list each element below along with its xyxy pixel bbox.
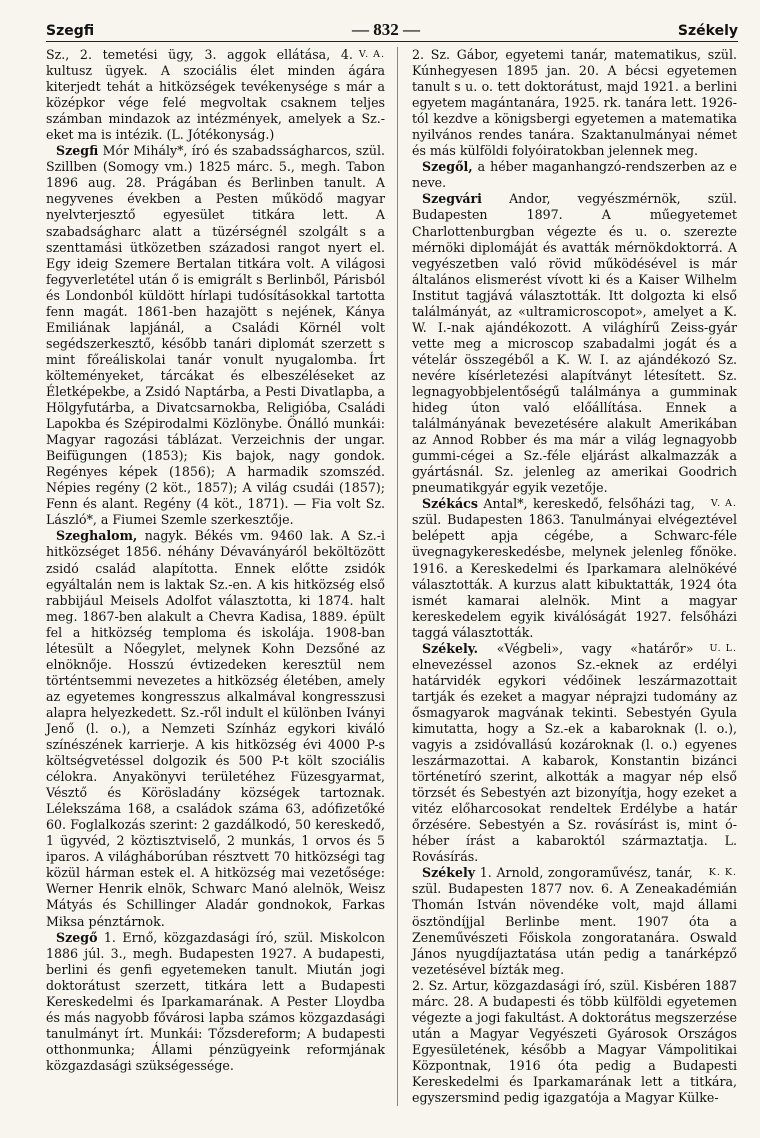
right-column [412,47,737,1106]
entry-text: nagyk. Békés vm. 9460 lak. A Sz.-i hitközséget 1856. néhány Dévaványáról beköltözött zsidó család alapította. Ennek előtte zsidók egyáltalán nem is laktak Sz.-en. A kis hitközség első rabbijául Meisels Adolfot választotta, ki 1874. halt meg. 1867-ben alakult a Chevra Kadisa, 1889. épült fel a hitközség temploma és iskolája. 1908-ban létesült a Nőegylet, melynek Kohn Dezsőné az elnöknője. Hosszú évtizedeken keresztül nem történtsemmi nevezetes a hitközség életében, amely az egyetemes kongresszus alkalmával kongresszusi alapra helyezkedett. Sz.-ről indult el különben Iványi Jenő (l. o.), a Nemzeti Színház egykori kiváló színészének karrierje. A kis hitközség évi 4000 P-s költségvetéssel dolgozik és 500 P-t költ szociális célokra. Anyakönyvi területéhez Füzesgyarmat, Vésztő és Körösladány községek tartoznak. Lélekszáma 168, a családok száma 63, adófizetőké 60. Foglalkozás szerint: 2 gazdálkodó, 50 kereskedő, 1 ügyvéd, 2 köztisztviselő, 2 munkás, 1 orvos és 5 iparos. A világháborúban résztvett 70 hitközségi tag közül hárman estek el. A hitközség mai vezetősége: Werner Henrik elnök, Schwarc Manó alelnök, Weisz Mátyás és Schillinger Aladár gondnokok, Farkas Miksa pénztárnok. [46,528,385,929]
entry [46,528,385,929]
entry-text: 2. Sz. Artur, közgazdasági író, szül. Kisbéren 1887 márc. 28. A budapesti és több külföldi egyetemen végezte a jogi fakultást. A doktorátus megszerzése után a Magyar Vegyészeti Gyárosok Országos Egyesületének, később a Magyar Vámpolitikai Központnak, 1916 óta pedig a Budapesti Kereskedelmi és Iparkamarának lett a titkára, egyszersmind pedig igazgatója a Magyar Külke- [412,977,737,1106]
entry [412,47,737,159]
entry-text: Andor, vegyészmérnök, szül. Budapesten 1897. A műegyetemet Charlottenburgban végezte és u. o. szerezte mérnöki diplomáját és avatták mérnökdoktorrá. A vegyészetben való rövid működésével is már általános elismerést vívott ki és a Kaiser Wilhelm Institut tagjává választották. Itt dolgozta ki első találmányát, az «ultramicroscopot», amelyet a K. W. I.-nak ajándékozott. A világhírű Zeiss-gyár vette meg a microscop szabadalmi jogát és a vételár összegéből a K. W. I. az ajándékozó Sz. nevére kísérletezési alapítványt létesített. Sz. legnagyobbjelentőségű találmánya a gumminak hideg úton való előállítása. Ennek a találmányának bevezetésére alakult Amerikában az Annod Robber és ma már a világ legnagyobb gummi-cégei a Sz.-féle eljárást alkalmazzák a gyártásnál. Sz. jelenleg az amerikai Goodrich pneumatikgyár egyik vezetője. [412,191,737,496]
entry [46,930,385,1074]
author-signature: V. A. [710,498,737,510]
entry [412,978,737,1106]
entry [412,641,737,866]
entry-text: Antal*, kereskedő, felsőházi tag, szül. Budapesten 1863. Tanulmányai elvégeztével belépett apja cégébe, a Schwarc-féle üvegnagykereskedésbe, melynek jelenleg főnöke. 1916. a Kereskedelmi és Iparkamara alelnökévé választották. A kurzus alatt kibuktatták, 1924 óta ismét kamarai alelnök. Mint a magyar kereskedelem egyik kiválóságát 1927. felsőházi taggá választották. [412,496,737,640]
author-signature: K. K. [708,867,737,879]
headword: Székács [422,496,478,512]
headword: Szegvári [422,191,482,207]
headword: Szeghalom, [56,528,138,544]
header-left-word: Szegfi [46,23,95,39]
headword: Szegől, [422,159,473,175]
entry-text: a héber maganhangzó-rendszerben az e neve. [412,159,737,191]
entry-text: 2. Sz. Gábor, egyetemi tanár, matematikus, szül. Kúnhegyesen 1895 jan. 20. A bécsi egyetemen tanult s u. o. tett doktorátust, majd 1921. a berlini egyetem magántanára, 1925. rk. tanára lett. 1926-tól kezdve a königsbergi egyetemen a matematika nyilvános rendes tanára. Szaktanulmányai német és más külföldi folyóiratokban jelennek meg. [412,47,737,159]
left-column [46,47,398,1106]
headword: Székely. [422,640,479,656]
headword: Szegfi [56,143,99,159]
headword: Székely [422,865,476,881]
headword: Szegő [56,929,98,945]
entry-text: Mór Mihály*, író és szabadsságharcos, szül. Szillben (Somogy vm.) 1825 márc. 5., megh. Tabon 1896 aug. 28. Prágában és Berlinben tanult. A negyvenes években a Pesten működő magyar nyelvterjesztő egyesület titkára lett. A szabadságharc alatt a tüzérségnél szolgált s a szenttamási ütközetben századosi rangot nyert el. Egy ideig Szemere Bertalan titkára volt. A világosi fegyverletétel után ő is emigrált s Berlinből, Párisból és Londonból küldött hírlapi tudósításokkal tartotta fenn magát. 1861-ben hazajött s nejének, Kánya Emiliának lapjánál, a Családi Körnél volt segédszerkesztő, később tanári diplomát szerzett s mint főreáliskolai tanár vonult nyugalomba. Írt költeményeket, tárcákat és elbeszéléseket az Életképekbe, a Zsidó Naptárba, a Pesti Divatlapba, a Hölgyfutárba, a Divatcsarnokba, Religióba, Családi Lapokba és Szépirodalmi Közlönybe. Önálló munkái: Magyar ragozási táblázat. Verzeichnis der ungar. Beifügungen (1853); Kis bajok, nagy gondok. Regényes képek (1856); A harmadik szomszéd. Népies regény (2 köt., 1857); A világ csudái (1857); Fenn és alant. Regény (4 köt., 1871). — Fia volt Sz. László*, a Fiumei Szemle szerkesztője. [46,143,385,528]
entry-text: 1. Ernő, közgazdasági író, szül. Miskolcon 1886 júl. 3., megh. Budapesten 1927. A budapesti, berlini és genfi egyetemeken tanult. Miután jogi doktorátust szerzett, titkára lett a Budapesti Kereskedelmi és Iparkamarának. A Pester Lloydba és más nagyobb fővárosi lapba számos közgazdasági tanulmányt írt. Munkái: Tőzsdereform; A budapesti otthonmunka; Állami pénzügyeink reformjának közgazdasági szükségessége. [46,929,385,1073]
entry [412,865,737,977]
header-right-word: Székely [677,23,738,39]
entry [46,47,385,143]
entry [412,496,737,640]
author-signature: V. A. [358,49,385,60]
entry [46,143,385,528]
running-head [46,20,738,42]
entry [412,191,737,496]
entry-text: 1. Arnold, zongoraművész, tanár, szül. Budapesten 1877 nov. 6. A Zeneakadémián Thomán István növendéke volt, majd állami ösztöndíjjal Berlinbe ment. 1907 óta a Zeneművészeti Főiskola zongoratanára. Oswald János nyugdíjaztatása után pedig a tanárképző vezetésével bízták meg. [412,865,737,977]
entry-text: Sz., 2. temetési ügy, 3. aggok ellátása, 4. kultusz ügyek. A szociális élet minden ágára kiterjedt tehát a hitközségek tevékenysége s már a középkor vége felé megvoltak csaknem teljes számban mindazok az intézmények, amelyek a Sz.-eket ma is intézik. (L. Jótékonyság.) [46,47,385,143]
page-number: — 832 — [352,20,421,39]
entry-text: «Végbeli», vagy «határőr» elnevezéssel azonos Sz.-eknek az erdélyi határvidék egykori védőinek leszármazottait tartják és ezeket a magyar néprajzi tudomány az ősmagyarok magvának tekinti. Sebestyén Gyula kimutatta, hogy a Sz.-ek a kabaroknak (l. o.), vagyis a zsidóvallású kozároknak (l. o.) egyenes leszármazottai. A kabarok, Konstantin bizánci történetíró szerint, alkották a magyar nép első törzsét és Sebestyén azt bizonyítja, hogy ezeket a vitéz előharcosokat rendeltek Erdélybe a határ őrzésére. Sebestyén a Sz. rovásírást is, mint ó-héber írást a kabaroktól származtatja. L. Rovásírás. [412,640,737,865]
entry [412,159,737,191]
author-signature: U. L. [709,642,737,654]
